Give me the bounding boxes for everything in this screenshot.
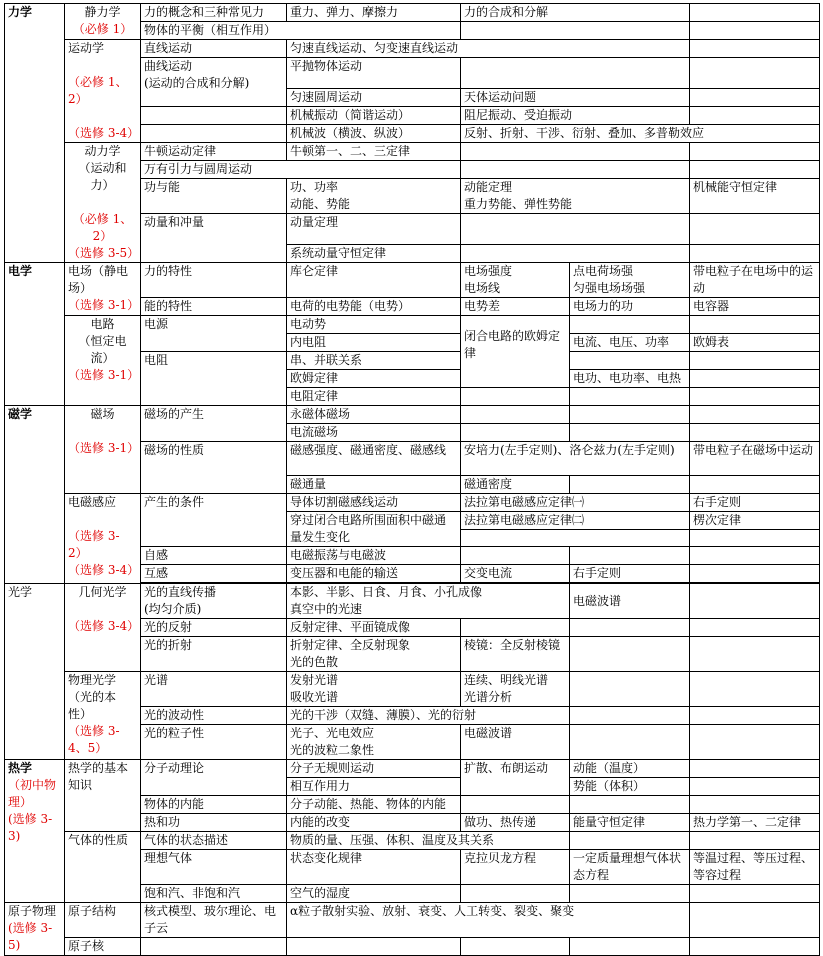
cell xyxy=(690,903,820,938)
cell xyxy=(690,107,820,125)
cell xyxy=(461,388,570,406)
cell: 电荷的电势能（电势） xyxy=(287,298,461,316)
cell: 直线运动 xyxy=(141,40,287,58)
cell xyxy=(690,547,820,565)
cell xyxy=(570,796,690,814)
cell xyxy=(141,107,287,125)
cell: 磁感强度、磁通密度、磁感线 xyxy=(287,442,461,476)
cell xyxy=(690,22,820,40)
cell: 反射定律、平面镜成像 xyxy=(287,619,461,637)
topic-circuit: 电路 （恒定电流） （选修 3-1） xyxy=(65,316,141,406)
cell xyxy=(287,938,461,956)
cell: 欧姆表 xyxy=(690,334,820,352)
cell xyxy=(570,619,690,637)
cell: 机械能守恒定律 xyxy=(690,179,820,214)
cell: 重力、弹力、摩擦力 xyxy=(287,4,461,22)
topic-electric-field: 电场（静电场） （选修 3-1） xyxy=(65,263,141,316)
cell: 分子无规则运动 xyxy=(287,760,461,778)
cell: 物体的平衡（相互作用） xyxy=(141,22,461,40)
cell: 电流磁场 xyxy=(287,424,461,442)
cell xyxy=(461,161,690,179)
cell xyxy=(690,530,820,547)
cell: 互感 xyxy=(141,565,287,583)
cell xyxy=(570,725,690,760)
cell xyxy=(690,760,820,778)
topic-nucleus: 原子核 xyxy=(65,938,141,956)
cell xyxy=(570,388,690,406)
cell: 磁通密度 xyxy=(461,476,570,494)
cell: 克拉贝龙方程 xyxy=(461,850,570,885)
cell: 光的直线传播 (均匀介质) xyxy=(141,584,287,619)
cell xyxy=(690,565,820,583)
cell: 内能的改变 xyxy=(287,814,461,832)
cell xyxy=(690,885,820,903)
cell: 交变电流 xyxy=(461,565,570,583)
cell: 机械振动（简谐运动） xyxy=(287,107,461,125)
cell: 分子动能、热能、物体的内能 xyxy=(287,796,461,814)
cell xyxy=(570,938,690,956)
subject-atomic: 原子物理 (选修 3-5) xyxy=(5,903,65,956)
cell: α粒子散射实验、放射、衰变、人工转变、裂变、聚变 xyxy=(287,903,690,938)
cell xyxy=(690,370,820,388)
cell: 穿过闭合电路所围面积中磁通量发生变化 xyxy=(287,512,461,547)
cell: 物体的内能 xyxy=(141,796,287,814)
topic-atomic-structure: 原子结构 xyxy=(65,903,141,938)
cell: 电磁波谱 xyxy=(461,725,570,760)
cell: 能的特性 xyxy=(141,298,287,316)
cell: 扩散、布朗运动 xyxy=(461,760,570,796)
cell: 天体运动问题 xyxy=(461,89,690,107)
cell: 万有引力与圆周运动 xyxy=(141,161,461,179)
cell xyxy=(690,388,820,406)
cell xyxy=(461,214,690,245)
cell: 相互作用力 xyxy=(287,778,461,796)
cell: 气体的状态描述 xyxy=(141,832,287,850)
cell xyxy=(461,885,570,903)
cell: 光的干涉（双缝、薄膜）、光的衍射 xyxy=(287,707,570,725)
cell: 电阻 xyxy=(141,352,287,406)
cell: 欧姆定律 xyxy=(287,370,461,388)
cell: 光子、光电效应 光的波粒二象性 xyxy=(287,725,461,760)
cell: 库仑定律 xyxy=(287,263,461,298)
cell xyxy=(570,406,690,424)
cell xyxy=(690,161,820,179)
cell: 电源 xyxy=(141,316,287,352)
cell xyxy=(570,672,690,707)
cell: 能量守恒定律 xyxy=(570,814,690,832)
cell: 电阻定律 xyxy=(287,388,461,406)
topic-physical-optics: 物理光学（光的本性） （选修 3-4、5） xyxy=(65,672,141,760)
cell xyxy=(690,672,820,707)
subject-optics: 光学 xyxy=(5,584,65,760)
cell: 功、功率 动能、势能 xyxy=(287,179,461,214)
cell xyxy=(690,40,820,58)
topic-statics: 静力学 （必修 1） xyxy=(65,4,141,40)
cell: 一定质量理想气体状态方程 xyxy=(570,850,690,885)
cell: 产生的条件 xyxy=(141,494,287,547)
cell xyxy=(461,143,690,161)
cell xyxy=(690,619,820,637)
cell xyxy=(690,725,820,760)
cell: 核式模型、玻尔理论、电子云 xyxy=(141,903,287,938)
cell: 势能（体积） xyxy=(570,778,690,796)
cell: 物质的量、压强、体积、温度及其关系 xyxy=(287,832,570,850)
topic-geometric-optics: 几何光学 （选修 3-4） xyxy=(65,584,141,672)
cell: 热力学第一、二定律 xyxy=(690,814,820,832)
cell: 光的波动性 xyxy=(141,707,287,725)
cell xyxy=(461,22,690,40)
cell: 磁场的性质 xyxy=(141,442,287,494)
cell: 电磁振荡与电磁波 xyxy=(287,547,461,565)
cell: 电磁波谱 xyxy=(570,584,690,619)
cell xyxy=(461,406,570,424)
cell xyxy=(461,619,570,637)
cell xyxy=(690,143,820,161)
cell xyxy=(570,832,690,850)
cell xyxy=(570,547,690,565)
cell: 电势差 xyxy=(461,298,570,316)
cell: 自感 xyxy=(141,547,287,565)
topic-magnetic-field: 磁场 （选修 3-1） xyxy=(65,406,141,494)
cell: 空气的湿度 xyxy=(287,885,461,903)
cell xyxy=(570,352,690,370)
cell: 曲线运动 (运动的合成和分解) xyxy=(141,58,287,107)
cell: 动量定理 xyxy=(287,214,461,245)
cell: 带电粒子在电场中的运动 xyxy=(690,263,820,298)
cell: 光的反射 xyxy=(141,619,287,637)
cell: 楞次定律 xyxy=(690,512,820,530)
cell: 等温过程、等压过程、等容过程 xyxy=(690,850,820,885)
cell xyxy=(570,637,690,672)
cell xyxy=(461,547,570,565)
cell: 右手定则 xyxy=(690,494,820,512)
cell: 电场力的功 xyxy=(570,298,690,316)
cell xyxy=(690,584,820,619)
cell xyxy=(570,476,690,494)
cell: 光谱 xyxy=(141,672,287,707)
cell: 阻尼振动、受迫振动 xyxy=(461,107,690,125)
topic-dynamics: 动力学 （运动和力） （必修 1、2） （选修 3-5） xyxy=(65,143,141,263)
cell: 牛顿运动定律 xyxy=(141,143,287,161)
cell: 闭合电路的欧姆定律 xyxy=(461,316,570,388)
cell xyxy=(141,938,287,956)
cell: 力的特性 xyxy=(141,263,287,298)
cell: 导体切割磁感线运动 xyxy=(287,494,461,512)
cell: 机械波（横波、纵波） xyxy=(287,125,461,143)
cell: 力的概念和三种常见力 xyxy=(141,4,287,22)
cell: 电容器 xyxy=(690,298,820,316)
cell: 电动势 xyxy=(287,316,461,334)
cell: 光的折射 xyxy=(141,637,287,672)
cell: 法拉第电磁感应定律㈡ xyxy=(461,512,690,530)
cell: 本影、半影、日食、月食、小孔成像 真空中的光速 xyxy=(287,584,570,619)
cell xyxy=(461,424,570,442)
cell xyxy=(141,125,287,143)
cell: 匀速直线运动、匀变速直线运动 xyxy=(287,40,690,58)
cell: 状态变化规律 xyxy=(287,850,461,885)
cell: 系统动量守恒定律 xyxy=(287,245,461,263)
cell: 永磁体磁场 xyxy=(287,406,461,424)
cell: 热和功 xyxy=(141,814,287,832)
cell xyxy=(690,316,820,334)
cell xyxy=(690,406,820,424)
cell xyxy=(690,707,820,725)
cell: 电功、电功率、电热 xyxy=(570,370,690,388)
cell xyxy=(690,424,820,442)
cell: 理想气体 xyxy=(141,850,287,885)
cell: 做功、热传递 xyxy=(461,814,570,832)
cell: 磁通量 xyxy=(287,476,461,494)
cell xyxy=(461,58,690,89)
cell xyxy=(690,832,820,850)
cell: 内电阻 xyxy=(287,334,461,352)
cell: 平抛物体运动 xyxy=(287,58,461,89)
cell: 动能（温度） xyxy=(570,760,690,778)
cell xyxy=(690,4,820,22)
cell xyxy=(570,424,690,442)
cell xyxy=(461,245,690,263)
cell xyxy=(461,938,570,956)
cell: 光的粒子性 xyxy=(141,725,287,760)
cell: 右手定则 xyxy=(570,565,690,583)
cell xyxy=(690,938,820,956)
cell: 安培力(左手定则)、洛仑兹力(左手定则) xyxy=(461,442,690,476)
cell: 电场强度 电场线 xyxy=(461,263,570,298)
cell: 发射光谱 吸收光谱 xyxy=(287,672,461,707)
subject-mechanics: 力学 xyxy=(5,4,65,263)
cell: 牛顿第一、二、三定律 xyxy=(287,143,461,161)
cell: 点电荷场强 匀强电场场强 xyxy=(570,263,690,298)
cell xyxy=(570,885,690,903)
cell: 磁场的产生 xyxy=(141,406,287,442)
cell: 分子动理论 xyxy=(141,760,287,796)
cell xyxy=(690,214,820,245)
cell xyxy=(570,316,690,334)
cell xyxy=(690,476,820,494)
topic-thermal-basics: 热学的基本知识 xyxy=(65,760,141,832)
cell xyxy=(461,530,690,547)
cell xyxy=(570,707,690,725)
cell: 带电粒子在磁场中运动 xyxy=(690,442,820,476)
cell: 连续、明线光谱 光谱分析 xyxy=(461,672,570,707)
cell xyxy=(690,352,820,370)
cell: 饱和汽、非饱和汽 xyxy=(141,885,287,903)
cell: 折射定律、全反射现象 光的色散 xyxy=(287,637,461,672)
cell: 棱镜：全反射棱镜 xyxy=(461,637,570,672)
topic-induction: 电磁感应 （选修 3-2） （选修 3-4） xyxy=(65,494,141,584)
cell: 串、并联关系 xyxy=(287,352,461,370)
cell xyxy=(690,637,820,672)
cell: 动能定理 重力势能、弹性势能 xyxy=(461,179,690,214)
cell: 匀速圆周运动 xyxy=(287,89,461,107)
cell: 变压器和电能的输送 xyxy=(287,565,461,583)
subject-magnetism: 磁学 xyxy=(5,406,65,584)
cell xyxy=(461,796,570,814)
cell: 动量和冲量 xyxy=(141,214,287,263)
cell xyxy=(690,89,820,107)
subject-electricity: 电学 xyxy=(5,263,65,406)
cell xyxy=(690,796,820,814)
physics-knowledge-table xyxy=(4,3,820,956)
cell: 法拉第电磁感应定律㈠ xyxy=(461,494,690,512)
subject-thermal: 热学 （初中物理） (选修 3-3) xyxy=(5,760,65,903)
cell: 功与能 xyxy=(141,179,287,214)
cell: 力的合成和分解 xyxy=(461,4,690,22)
cell: 电流、电压、功率 xyxy=(570,334,690,352)
topic-gas: 气体的性质 xyxy=(65,832,141,903)
cell xyxy=(690,778,820,796)
cell xyxy=(690,245,820,263)
cell: 反射、折射、干涉、衍射、叠加、多普勒效应 xyxy=(461,125,820,143)
cell xyxy=(690,58,820,89)
topic-kinematics: 运动学 （必修 1、2） （选修 3-4） xyxy=(65,40,141,143)
